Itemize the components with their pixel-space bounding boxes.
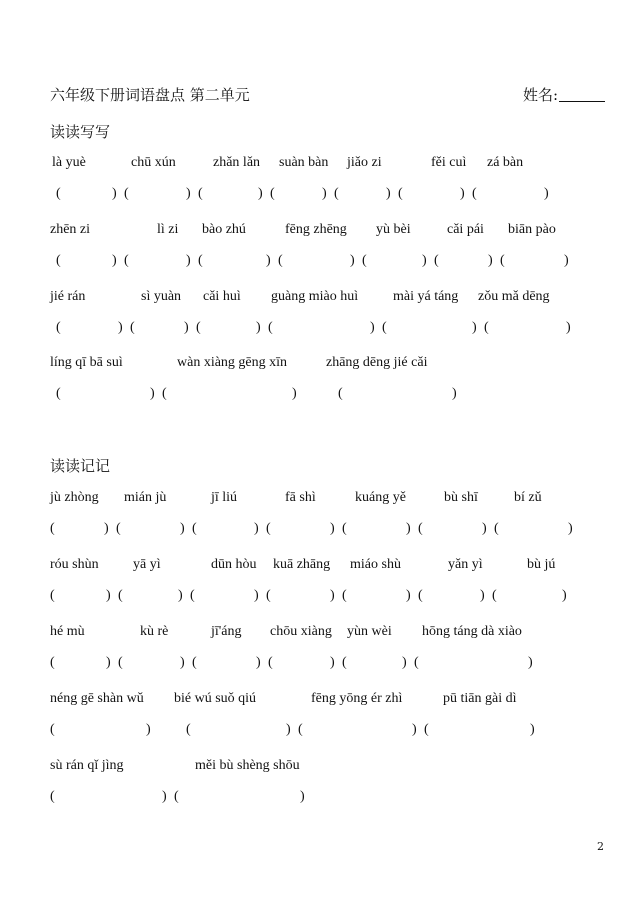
paren-close: ) xyxy=(544,186,549,201)
pinyin-item: guàng miào huì xyxy=(271,289,359,304)
paren-open: ( xyxy=(192,655,197,670)
paren-close: ) xyxy=(488,253,493,268)
paren-open: ( xyxy=(434,253,439,268)
pinyin-item: bù shī xyxy=(444,490,478,505)
pinyin-item: suàn bàn xyxy=(279,155,329,170)
paren-open: ( xyxy=(362,253,367,268)
paren-close: ) xyxy=(180,521,185,536)
pinyin-item: wàn xiàng gēng xīn xyxy=(177,355,288,370)
pinyin-item: sì yuàn xyxy=(141,289,182,304)
pinyin-item: miáo shù xyxy=(350,557,401,572)
paren-open: ( xyxy=(198,253,203,268)
paren-open: ( xyxy=(186,722,191,737)
pinyin-item: hé mù xyxy=(50,624,85,639)
paren-close: ) xyxy=(472,320,477,335)
paren-close: ) xyxy=(402,655,407,670)
paren-open: ( xyxy=(338,386,343,401)
paren-open: ( xyxy=(50,588,55,603)
paren-open: ( xyxy=(50,789,55,804)
paren-close: ) xyxy=(566,320,571,335)
paren-open: ( xyxy=(56,186,61,201)
paren-close: ) xyxy=(568,521,573,536)
paren-close: ) xyxy=(350,253,355,268)
section-heading-dudu-jiji: 读读记记 xyxy=(50,457,111,475)
paren-close: ) xyxy=(482,521,487,536)
pinyin-item: kù rè xyxy=(140,624,169,639)
paren-close: ) xyxy=(106,588,111,603)
pinyin-item: chōu xiàng xyxy=(270,624,332,639)
paren-close: ) xyxy=(530,722,535,737)
pinyin-item: zhǎn lǎn xyxy=(213,155,261,170)
paren-close: ) xyxy=(150,386,155,401)
paren-open: ( xyxy=(196,320,201,335)
paren-open: ( xyxy=(424,722,429,737)
paren-open: ( xyxy=(162,386,167,401)
paren-close: ) xyxy=(330,655,335,670)
section-heading-dudu-xiexie: 读读写写 xyxy=(50,123,111,141)
paren-close: ) xyxy=(322,186,327,201)
pinyin-item: zhāng dēng jié cǎi xyxy=(326,355,428,370)
paren-open: ( xyxy=(268,655,273,670)
paren-close: ) xyxy=(254,521,259,536)
paren-open: ( xyxy=(174,789,179,804)
pinyin-item: yù bèi xyxy=(376,222,411,237)
pinyin-item: fā shì xyxy=(285,490,316,505)
pinyin-item: fěi cuì xyxy=(431,155,467,170)
paren-close: ) xyxy=(330,521,335,536)
paren-close: ) xyxy=(460,186,465,201)
paren-close: ) xyxy=(112,186,117,201)
paren-open: ( xyxy=(484,320,489,335)
paren-close: ) xyxy=(118,320,123,335)
pinyin-item: dūn hòu xyxy=(211,557,257,572)
paren-close: ) xyxy=(186,186,191,201)
paren-close: ) xyxy=(412,722,417,737)
paren-close: ) xyxy=(162,789,167,804)
paren-open: ( xyxy=(50,722,55,737)
pinyin-item: kuā zhāng xyxy=(273,557,331,572)
pinyin-item: róu shùn xyxy=(50,557,99,572)
pinyin-item: néng gē shàn wǔ xyxy=(50,691,144,706)
paren-open: ( xyxy=(56,253,61,268)
pinyin-item: líng qī bā suì xyxy=(50,355,123,370)
paren-close: ) xyxy=(564,253,569,268)
pinyin-item: yā yì xyxy=(133,557,161,572)
pinyin-item: hōng táng dà xiào xyxy=(422,624,522,639)
paren-open: ( xyxy=(192,521,197,536)
pinyin-item: jiǎo zi xyxy=(347,155,382,170)
paren-open: ( xyxy=(418,588,423,603)
paren-open: ( xyxy=(56,320,61,335)
paren-close: ) xyxy=(300,789,305,804)
paren-close: ) xyxy=(422,253,427,268)
paren-open: ( xyxy=(398,186,403,201)
pinyin-item: sù rán qǐ jìng xyxy=(50,758,124,773)
paren-close: ) xyxy=(292,386,297,401)
paren-close: ) xyxy=(106,655,111,670)
paren-open: ( xyxy=(342,655,347,670)
pinyin-item: cǎi pái xyxy=(447,222,484,237)
name-blank-line xyxy=(559,101,605,102)
paren-close: ) xyxy=(528,655,533,670)
paren-close: ) xyxy=(256,320,261,335)
worksheet-title: 六年级下册词语盘点 第二单元 xyxy=(50,86,250,104)
paren-open: ( xyxy=(342,588,347,603)
paren-close: ) xyxy=(452,386,457,401)
paren-close: ) xyxy=(286,722,291,737)
paren-close: ) xyxy=(562,588,567,603)
paren-close: ) xyxy=(406,521,411,536)
paren-open: ( xyxy=(382,320,387,335)
pinyin-item: zǒu mǎ dēng xyxy=(478,289,550,304)
pinyin-item: bào zhú xyxy=(202,222,246,237)
paren-close: ) xyxy=(480,588,485,603)
paren-open: ( xyxy=(198,186,203,201)
paren-open: ( xyxy=(472,186,477,201)
paren-close: ) xyxy=(330,588,335,603)
paren-open: ( xyxy=(190,588,195,603)
pinyin-item: chū xún xyxy=(131,155,176,170)
paren-open: ( xyxy=(130,320,135,335)
pinyin-item: jié rán xyxy=(50,289,86,304)
paren-open: ( xyxy=(278,253,283,268)
paren-close: ) xyxy=(178,588,183,603)
pinyin-item: jī liú xyxy=(211,490,238,505)
pinyin-item: bù jú xyxy=(527,557,556,572)
paren-open: ( xyxy=(418,521,423,536)
pinyin-item: bié wú suǒ qiú xyxy=(174,691,257,706)
paren-close: ) xyxy=(104,521,109,536)
paren-open: ( xyxy=(342,521,347,536)
pinyin-item: lì zi xyxy=(157,222,179,237)
paren-close: ) xyxy=(256,655,261,670)
paren-open: ( xyxy=(298,722,303,737)
paren-close: ) xyxy=(386,186,391,201)
pinyin-item: zá bàn xyxy=(487,155,524,170)
paren-open: ( xyxy=(50,655,55,670)
paren-close: ) xyxy=(180,655,185,670)
paren-open: ( xyxy=(56,386,61,401)
pinyin-item: jī'áng xyxy=(211,624,242,639)
paren-open: ( xyxy=(270,186,275,201)
paren-open: ( xyxy=(334,186,339,201)
pinyin-item: yǎn yì xyxy=(448,557,483,572)
pinyin-item: měi bù shèng shōu xyxy=(195,758,300,773)
paren-close: ) xyxy=(370,320,375,335)
paren-open: ( xyxy=(124,253,129,268)
paren-close: ) xyxy=(186,253,191,268)
paren-open: ( xyxy=(494,521,499,536)
pinyin-item: biān pào xyxy=(508,222,556,237)
paren-close: ) xyxy=(266,253,271,268)
paren-open: ( xyxy=(50,521,55,536)
paren-close: ) xyxy=(112,253,117,268)
paren-open: ( xyxy=(118,588,123,603)
paren-close: ) xyxy=(254,588,259,603)
name-label: 姓名: xyxy=(523,86,559,104)
paren-open: ( xyxy=(124,186,129,201)
paren-close: ) xyxy=(258,186,263,201)
paren-open: ( xyxy=(500,253,505,268)
pinyin-item: mián jù xyxy=(124,490,167,505)
paren-open: ( xyxy=(268,320,273,335)
pinyin-item: bí zǔ xyxy=(514,490,542,505)
pinyin-item: pū tiān gài dì xyxy=(443,691,517,706)
paren-close: ) xyxy=(146,722,151,737)
pinyin-item: là yuè xyxy=(52,155,86,170)
pinyin-item: cǎi huì xyxy=(203,289,241,304)
page-number: 2 xyxy=(597,840,604,853)
paren-close: ) xyxy=(184,320,189,335)
pinyin-item: jù zhòng xyxy=(50,490,99,505)
paren-open: ( xyxy=(266,588,271,603)
pinyin-item: fēng zhēng xyxy=(285,222,347,237)
pinyin-item: zhēn zi xyxy=(50,222,91,237)
paren-open: ( xyxy=(492,588,497,603)
paren-close: ) xyxy=(406,588,411,603)
paren-open: ( xyxy=(118,655,123,670)
pinyin-item: kuáng yě xyxy=(355,490,406,505)
pinyin-item: fēng yōng ér zhì xyxy=(311,691,403,706)
pinyin-item: mài yá táng xyxy=(393,289,459,304)
paren-open: ( xyxy=(116,521,121,536)
pinyin-item: yùn wèi xyxy=(347,624,392,639)
paren-open: ( xyxy=(266,521,271,536)
paren-open: ( xyxy=(414,655,419,670)
